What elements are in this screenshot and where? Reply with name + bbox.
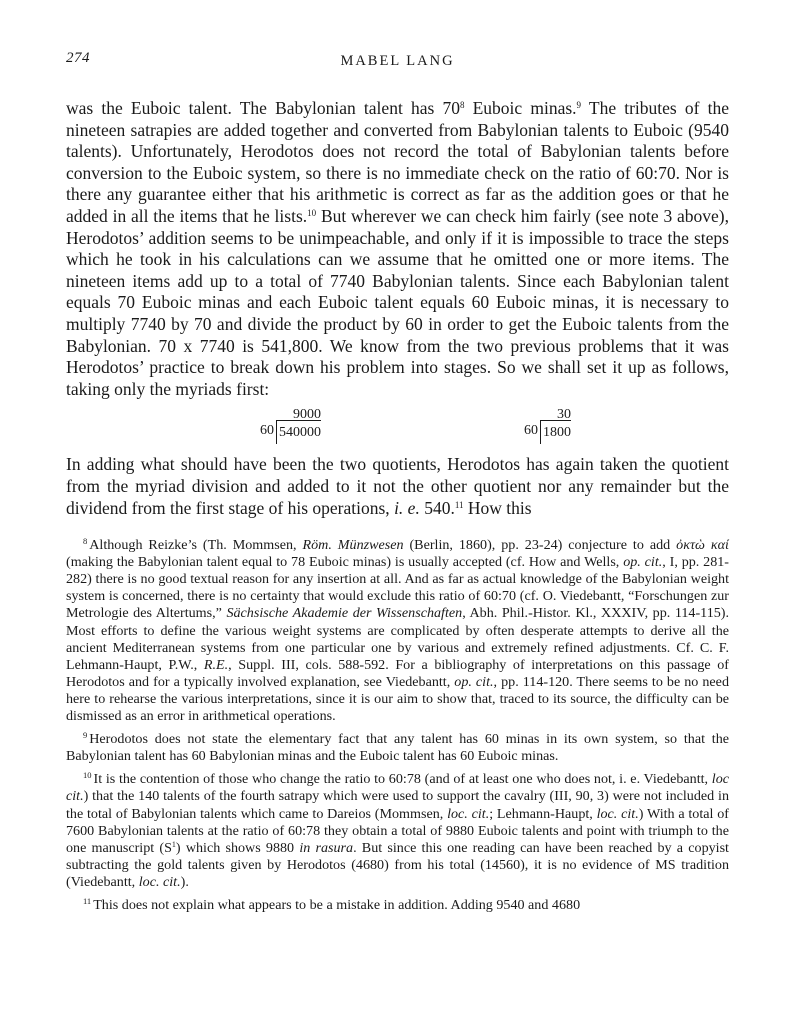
text-run: But wherever we can check him fairly (see note 3 above), Herodotos’ addition seems to be unimpeachable, and only if it is impossible to trace the steps which he took in his calculations can we assume that he omitted one or more items. The nineteen items add up to a total of 7740 Babylonian talents. Since each Babylonian talent equals 70 Euboic minas and each Euboic talent equals 60 Euboic minas, it is necessary to multiply 7740 by 70 and divide the product by 60 in order to get the Euboic talents from the Babylonian. 70 x 7740 is 541,800. We know from the two previous problems that it was Herodotos’ practice to break down his problem into stages. So we shall set it up as follows, taking only the myriads first: <box>66 205 729 399</box>
page <box>66 50 729 916</box>
text-run: The tributes of the nineteen satrapies are added together and converted from Babylonian talents to Euboic (9540 talents). Unfortunately, Herodotos does not record the total of Babylonian talents before conversion to the Euboic system, so there is no immediate check on the ratio of 60:70. Nor is there any guarantee either that his arithmetic is correct as far as the addition goes or that he added in all the items that he lists. <box>66 98 730 226</box>
text-run: Herodotos does not state the elementary fact that any talent has 60 minas in its own system, so that the Babylonian talent has 60 Babylonian minas and the Euboic talent has 60 Euboic minas. <box>66 731 729 765</box>
footnote-9 <box>66 727 729 765</box>
footnote-8 <box>66 533 729 725</box>
italic-run: loc. cit. <box>596 805 639 822</box>
footnote-10 <box>66 767 729 891</box>
italic-run: op. cit. <box>623 554 663 571</box>
text-run: 540. <box>419 497 455 518</box>
divisor: 60 <box>524 423 538 439</box>
italic-run: loc. cit. <box>138 873 181 890</box>
text-run: It is the contention of those who change the ratio to 60:78 (and of at least one who does not, i. e. Viedebantt, <box>93 771 712 788</box>
italic-run: op. cit. <box>454 673 494 690</box>
running-head: MABEL LANG <box>340 53 455 69</box>
footnote-ref-8[interactable]: 8 <box>459 100 465 110</box>
text-run: (Berlin, 1860), pp. 23-24) conjecture to add <box>403 537 677 554</box>
text-run: ; Lehmann-Haupt, <box>489 805 597 822</box>
paragraph-2 <box>66 454 729 519</box>
text-run: , Suppl. III, cols. 588-592. For a bibliography of interpretations on this passage of Herodotos and for a typically involved explanation, see Viedebantt, <box>66 656 729 690</box>
text-run: , Abh. Phil.-Histor. Kl., XXXIV, pp. 114-115). Most efforts to define the various weight systems are complicated by often desperate attempts to derive all the ancient Mediterranean systems from one particular one by various and extremely refined adjustments. Cf. C. F. Lehmann-Haupt, P.W., <box>66 605 729 673</box>
text-run: , pp. 114-120. There seems to be no need here to rehearse the various interpretations, since it is our aim to show that, traced to its source, the difficulty can be dismissed as an error in arithmetical operations. <box>66 673 729 725</box>
footnote-11 <box>66 893 729 914</box>
division-row <box>524 420 571 444</box>
footnote-ref-11[interactable]: 11 <box>454 499 464 510</box>
text-run: . But since this one reading can have been reached by a copyist subtracting the gold talents given by Herodotos (4680) from his total (14560), it is no evidence of MS tradition (Viedebantt, <box>66 839 729 890</box>
text-run: Euboic minas. <box>464 98 577 118</box>
footnotes <box>66 533 729 914</box>
dividend: 540000 <box>276 420 321 444</box>
italic-run: Röm. Münzwesen <box>302 537 404 554</box>
footnote-number: 8 <box>83 536 88 547</box>
footnote-number: 10 <box>83 770 92 781</box>
text-run: Although Reizke’s (Th. Mommsen, <box>89 537 303 554</box>
dividend: 1800 <box>540 420 571 444</box>
quotient: 30 <box>557 407 571 423</box>
paragraph-1 <box>66 98 729 400</box>
divisor: 60 <box>260 423 274 439</box>
italic-run: loc cit. <box>66 771 729 805</box>
footnote-ref-9[interactable]: 9 <box>576 100 582 110</box>
superscript: 1 <box>171 839 176 849</box>
division-row <box>260 420 321 444</box>
body-text <box>66 98 729 519</box>
greek-text: ὀκτὼ καί <box>676 537 729 554</box>
page-header <box>66 50 729 76</box>
text-run: ) that the 140 talents of the fourth satrapy which were used to support the cavalry (III, 90, 3) were not included in the total of Babylonian talents which came to Dareios (Mommsen, <box>66 788 729 822</box>
italic-run: loc. cit. <box>447 805 490 822</box>
text-run: How this <box>463 497 532 518</box>
text-run: This does not explain what appears to be a mistake in addition. Adding 9540 and 4680 <box>93 896 581 913</box>
text-run: ). <box>180 873 189 890</box>
text-run: ) which shows 9880 <box>175 839 300 856</box>
italic-run: i. e. <box>394 497 420 518</box>
text-run: , I, pp. 281-282) there is no good textual reason for any insertion at all. And as far as actual knowledge of the Babylonian weight system is concerned, there is no certainty that would exclude this ratio of 60:70 (cf. O. Viedebantt, “Forschungen zur Metrologie des Altertums,” <box>66 554 729 622</box>
italic-run: in rasura <box>299 839 354 856</box>
page-number: 274 <box>66 50 90 66</box>
footnote-number: 11 <box>83 895 92 906</box>
text-run: ) With a total of 7600 Babylonian talents at the ratio of 60:78 they obtain a total of 9880 Euboic talents and point with triumph to the one manuscript (S <box>66 805 729 856</box>
italic-run: Sächsische Akademie der Wissenschaften <box>226 605 463 622</box>
footnote-ref-10[interactable]: 10 <box>307 207 317 218</box>
division-figures <box>66 404 729 452</box>
quotient: 9000 <box>293 407 321 423</box>
footnote-number: 9 <box>83 730 88 741</box>
italic-run: R.E. <box>203 656 229 673</box>
text-run: In adding what should have been the two quotients, Herodotos has again taken the quotient from the myriad division and added to it not the other quotient nor any remainder but the dividend from the first stage of his operations, <box>66 454 729 518</box>
text-run: (making the Babylonian talent equal to 78 Euboic minas) is usually accepted (cf. How and Wells, <box>66 554 624 571</box>
text-run: was the Euboic talent. The Babylonian talent has 70 <box>66 98 460 118</box>
